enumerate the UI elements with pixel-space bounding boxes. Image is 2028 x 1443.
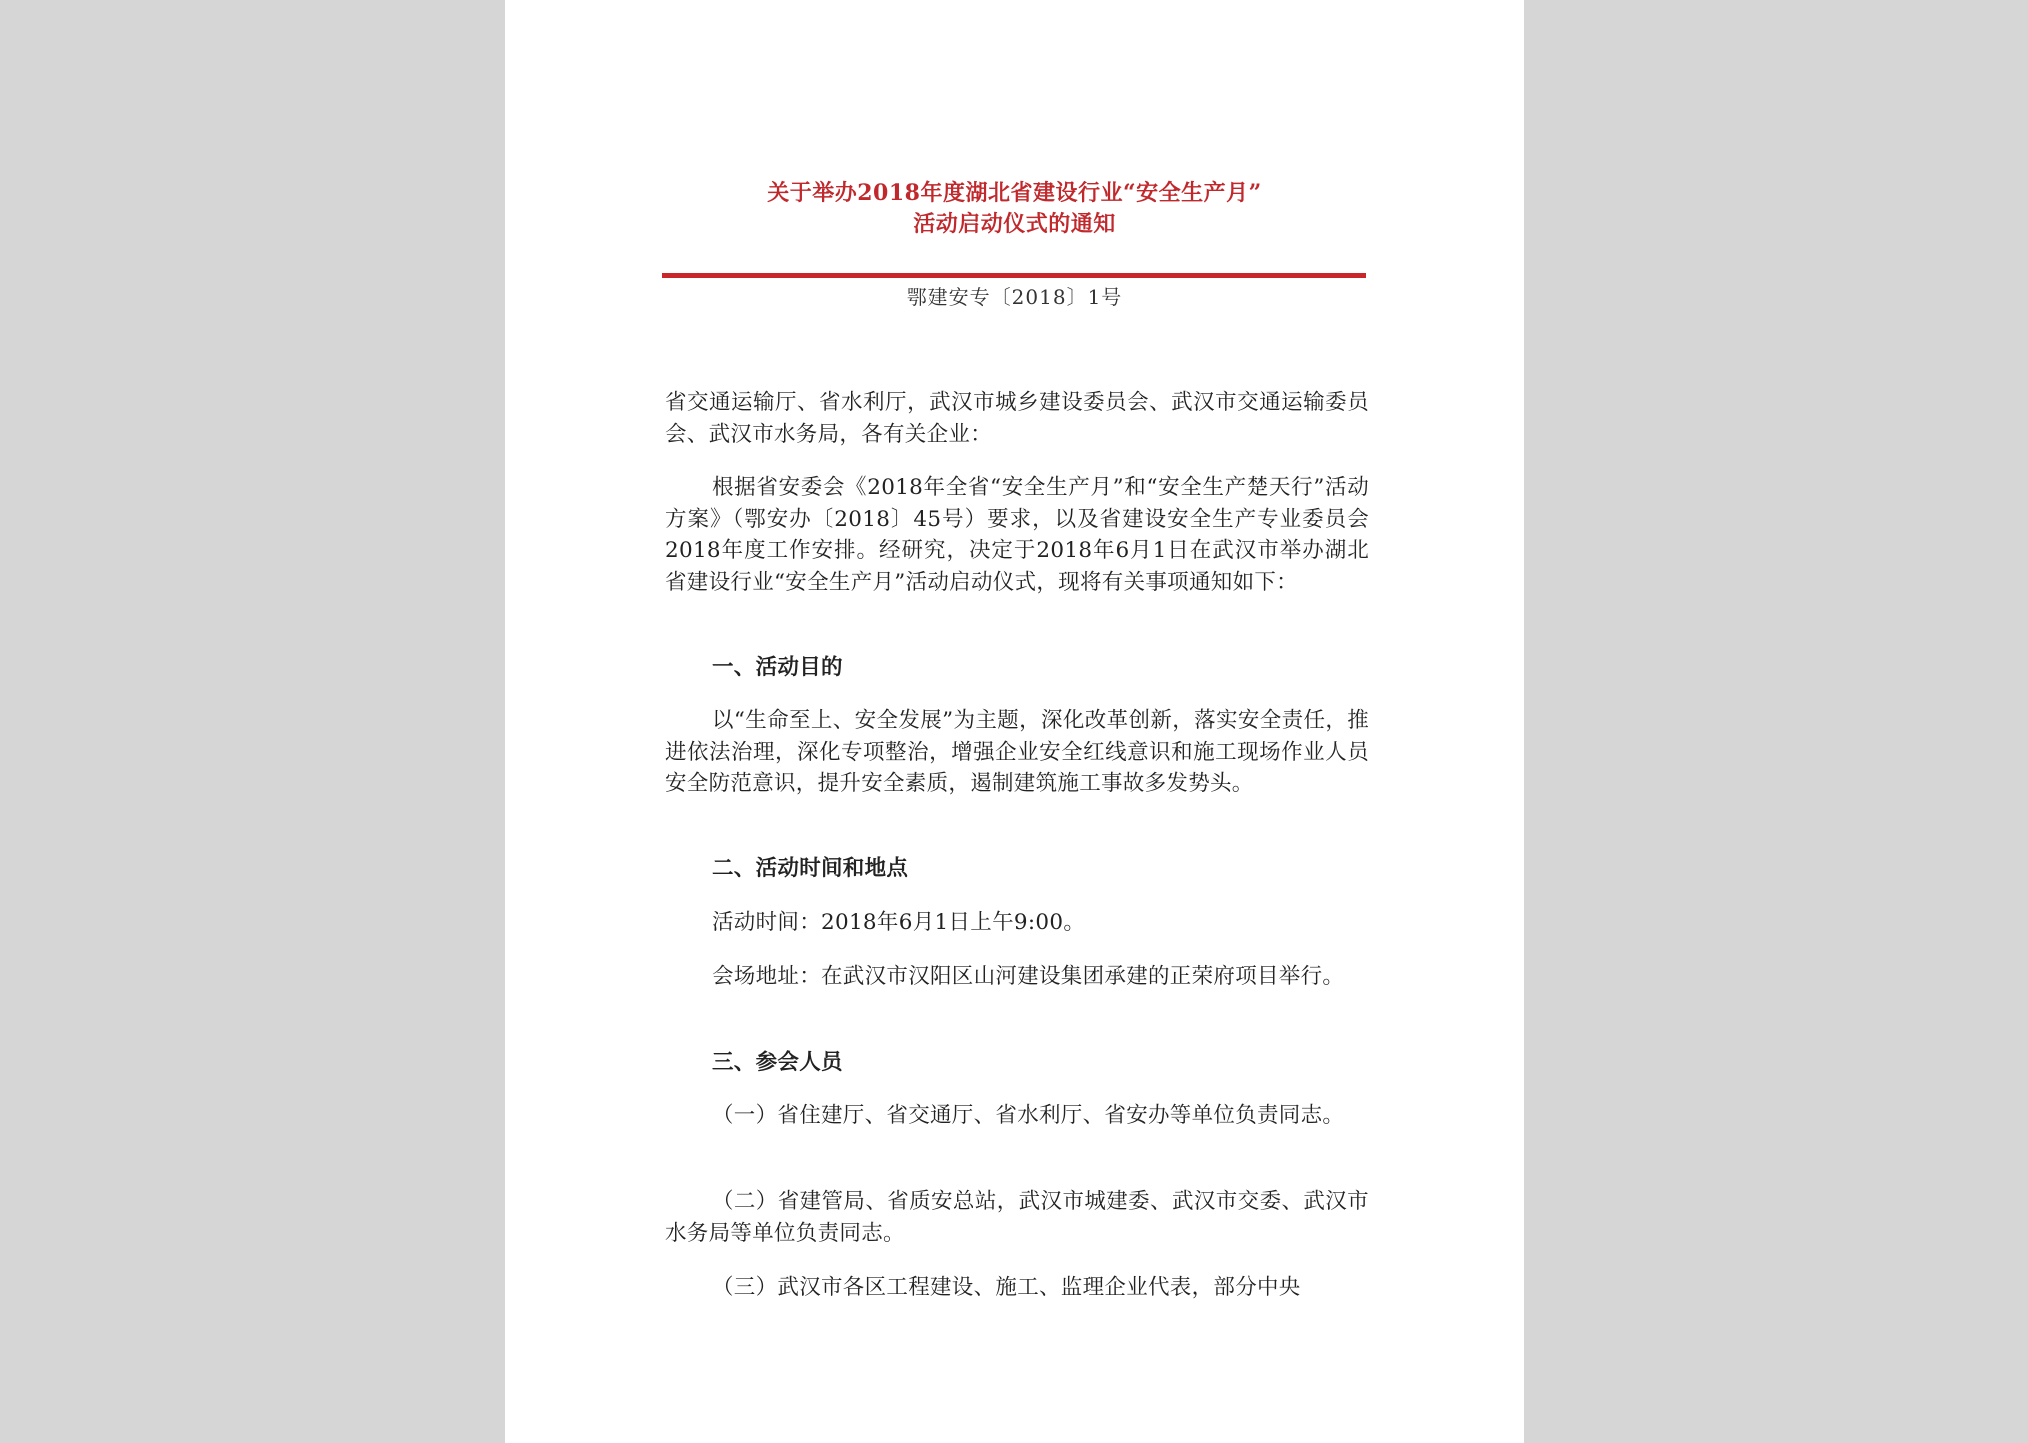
- document-page: [505, 0, 1524, 1443]
- addressee: 省交通运输厅、省水利厅，武汉市城乡建设委员会、武汉市交通运输委员会、武汉市水务局，各有关企业：: [665, 390, 1369, 447]
- red-header-rule: [662, 273, 1366, 278]
- section1-paragraph: 以“生命至上、安全发展”为主题，深化改革创新，落实安全责任，推进依法治理，深化专项整治，增强企业安全红线意识和施工现场作业人员安全防范意识，提升安全素质，遏制建筑施工事故多发势头。: [665, 708, 1369, 796]
- section3-item3: （三）武汉市各区工程建设、施工、监理企业代表，部分中央: [712, 1275, 1301, 1300]
- section3-item1: （一）省住建厅、省交通厅、省水利厅、省安办等单位负责同志。: [712, 1103, 1345, 1128]
- document-title-line1: 关于举办2018年度湖北省建设行业“安全生产月”: [767, 180, 1262, 206]
- document-title-line2: 活动启动仪式的通知: [913, 211, 1116, 237]
- section2-time: 活动时间：2018年6月1日上午9:00。: [712, 910, 1086, 935]
- document-number: 鄂建安专〔2018〕1号: [906, 285, 1123, 309]
- section1-heading: 一、活动目的: [712, 655, 843, 680]
- section2-heading: 二、活动时间和地点: [712, 856, 909, 881]
- section3-item2: （二）省建管局、省质安总站，武汉市城建委、武汉市交委、武汉市水务局等单位负责同志。: [665, 1189, 1369, 1246]
- section2-place: 会场地址：在武汉市汉阳区山河建设集团承建的正荣府项目举行。: [712, 964, 1345, 989]
- intro-paragraph: 根据省安委会《2018年全省“安全生产月”和“安全生产楚天行”活动方案》（鄂安办〔2018〕45号）要求，以及省建设安全生产专业委员会2018年度工作安排。经研究，决定于2018年6月1日在武汉市举办湖北省建设行业“安全生产月”活动启动仪式，现将有关事项通知如下：: [665, 475, 1369, 595]
- section3-heading: 三、参会人员: [712, 1050, 843, 1075]
